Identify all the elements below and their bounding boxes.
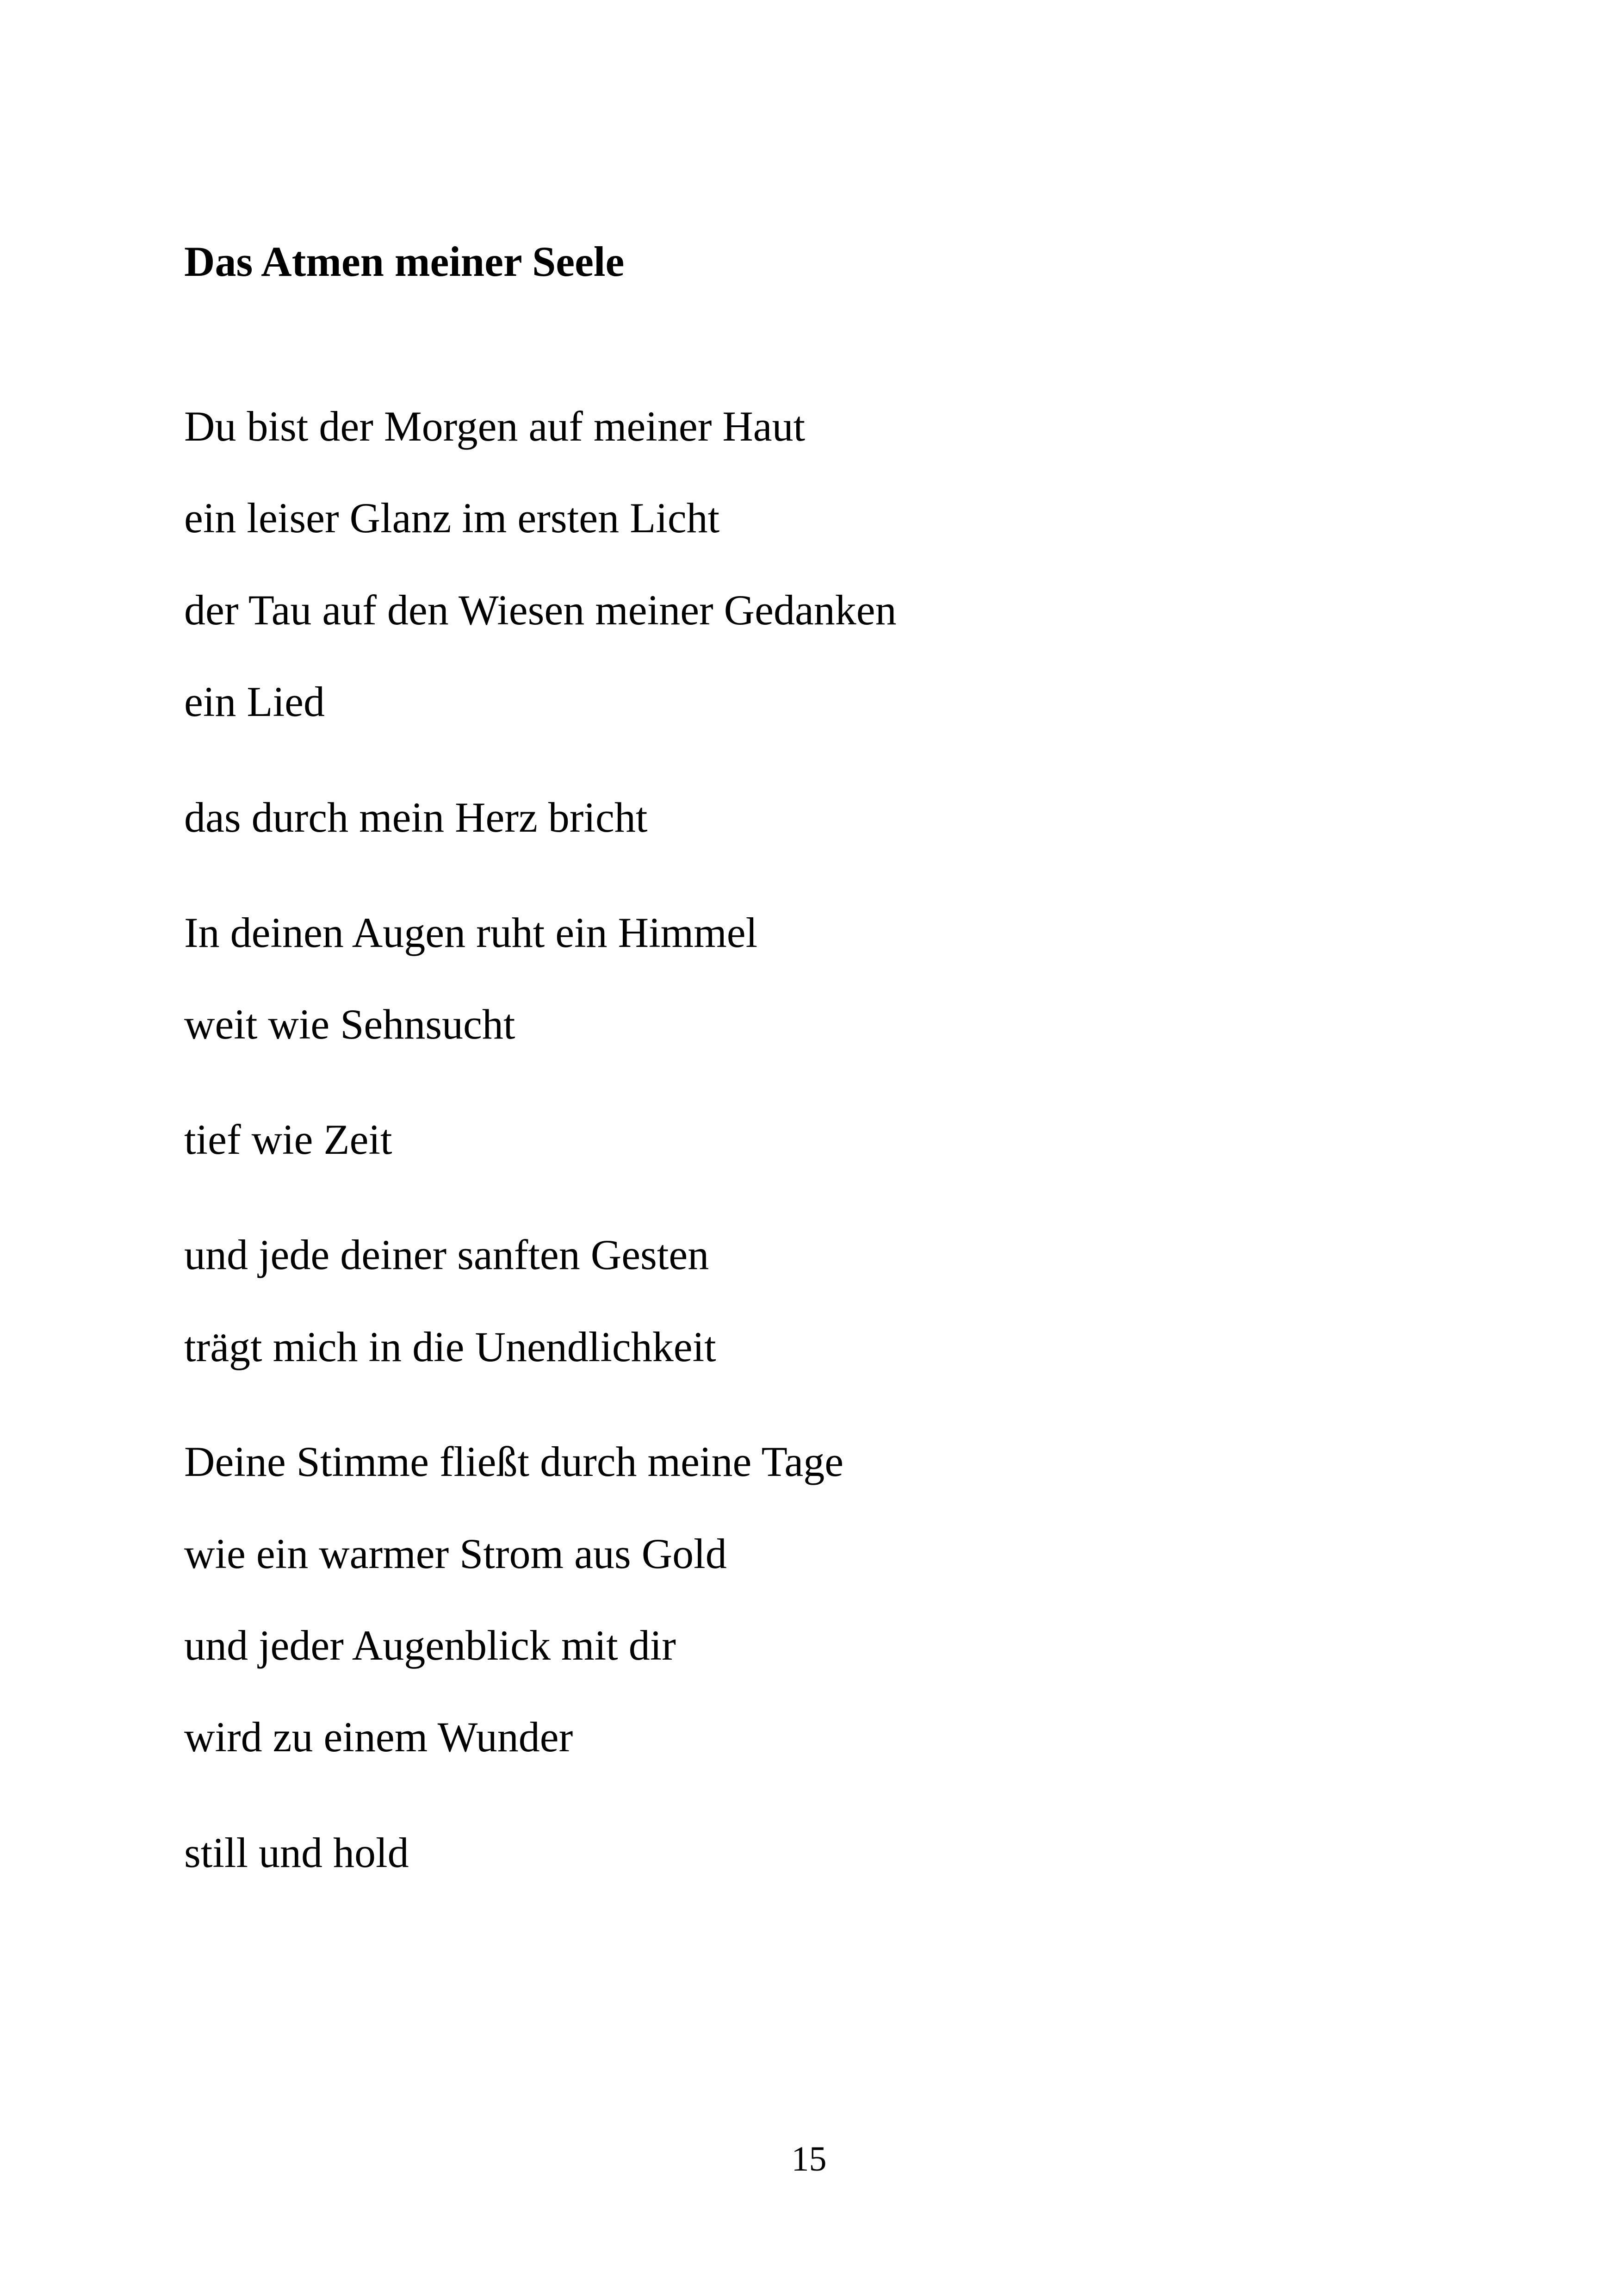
page-number: 15 [791,2140,827,2178]
poem-line: weit wie Sehnsucht [184,1001,515,1048]
poem-line: still und hold [184,1829,409,1876]
poem-title: Das Atmen meiner Seele [184,238,625,285]
poem-line: und jeder Augenblick mit dir [184,1622,676,1669]
poem-line: tief wie Zeit [184,1116,392,1163]
poem-line: ein Lied [184,678,325,725]
poem-line: und jede deiner sanften Gesten [184,1231,709,1278]
poem-line: wie ein warmer Strom aus Gold [184,1530,727,1577]
poem-line: das durch mein Herz bricht [184,794,648,841]
poem-line: wird zu einem Wunder [184,1713,573,1761]
poem-line: ein leiser Glanz im ersten Licht [184,494,720,541]
poem-line: trägt mich in die Unendlichkeit [184,1323,716,1370]
poem-line: Du bist der Morgen auf meiner Haut [184,403,806,450]
poem-line: In deinen Augen ruht ein Himmel [184,909,758,956]
poem-line: der Tau auf den Wiesen meiner Gedanken [184,586,897,634]
poem-line: Deine Stimme fließt durch meine Tage [184,1438,844,1485]
